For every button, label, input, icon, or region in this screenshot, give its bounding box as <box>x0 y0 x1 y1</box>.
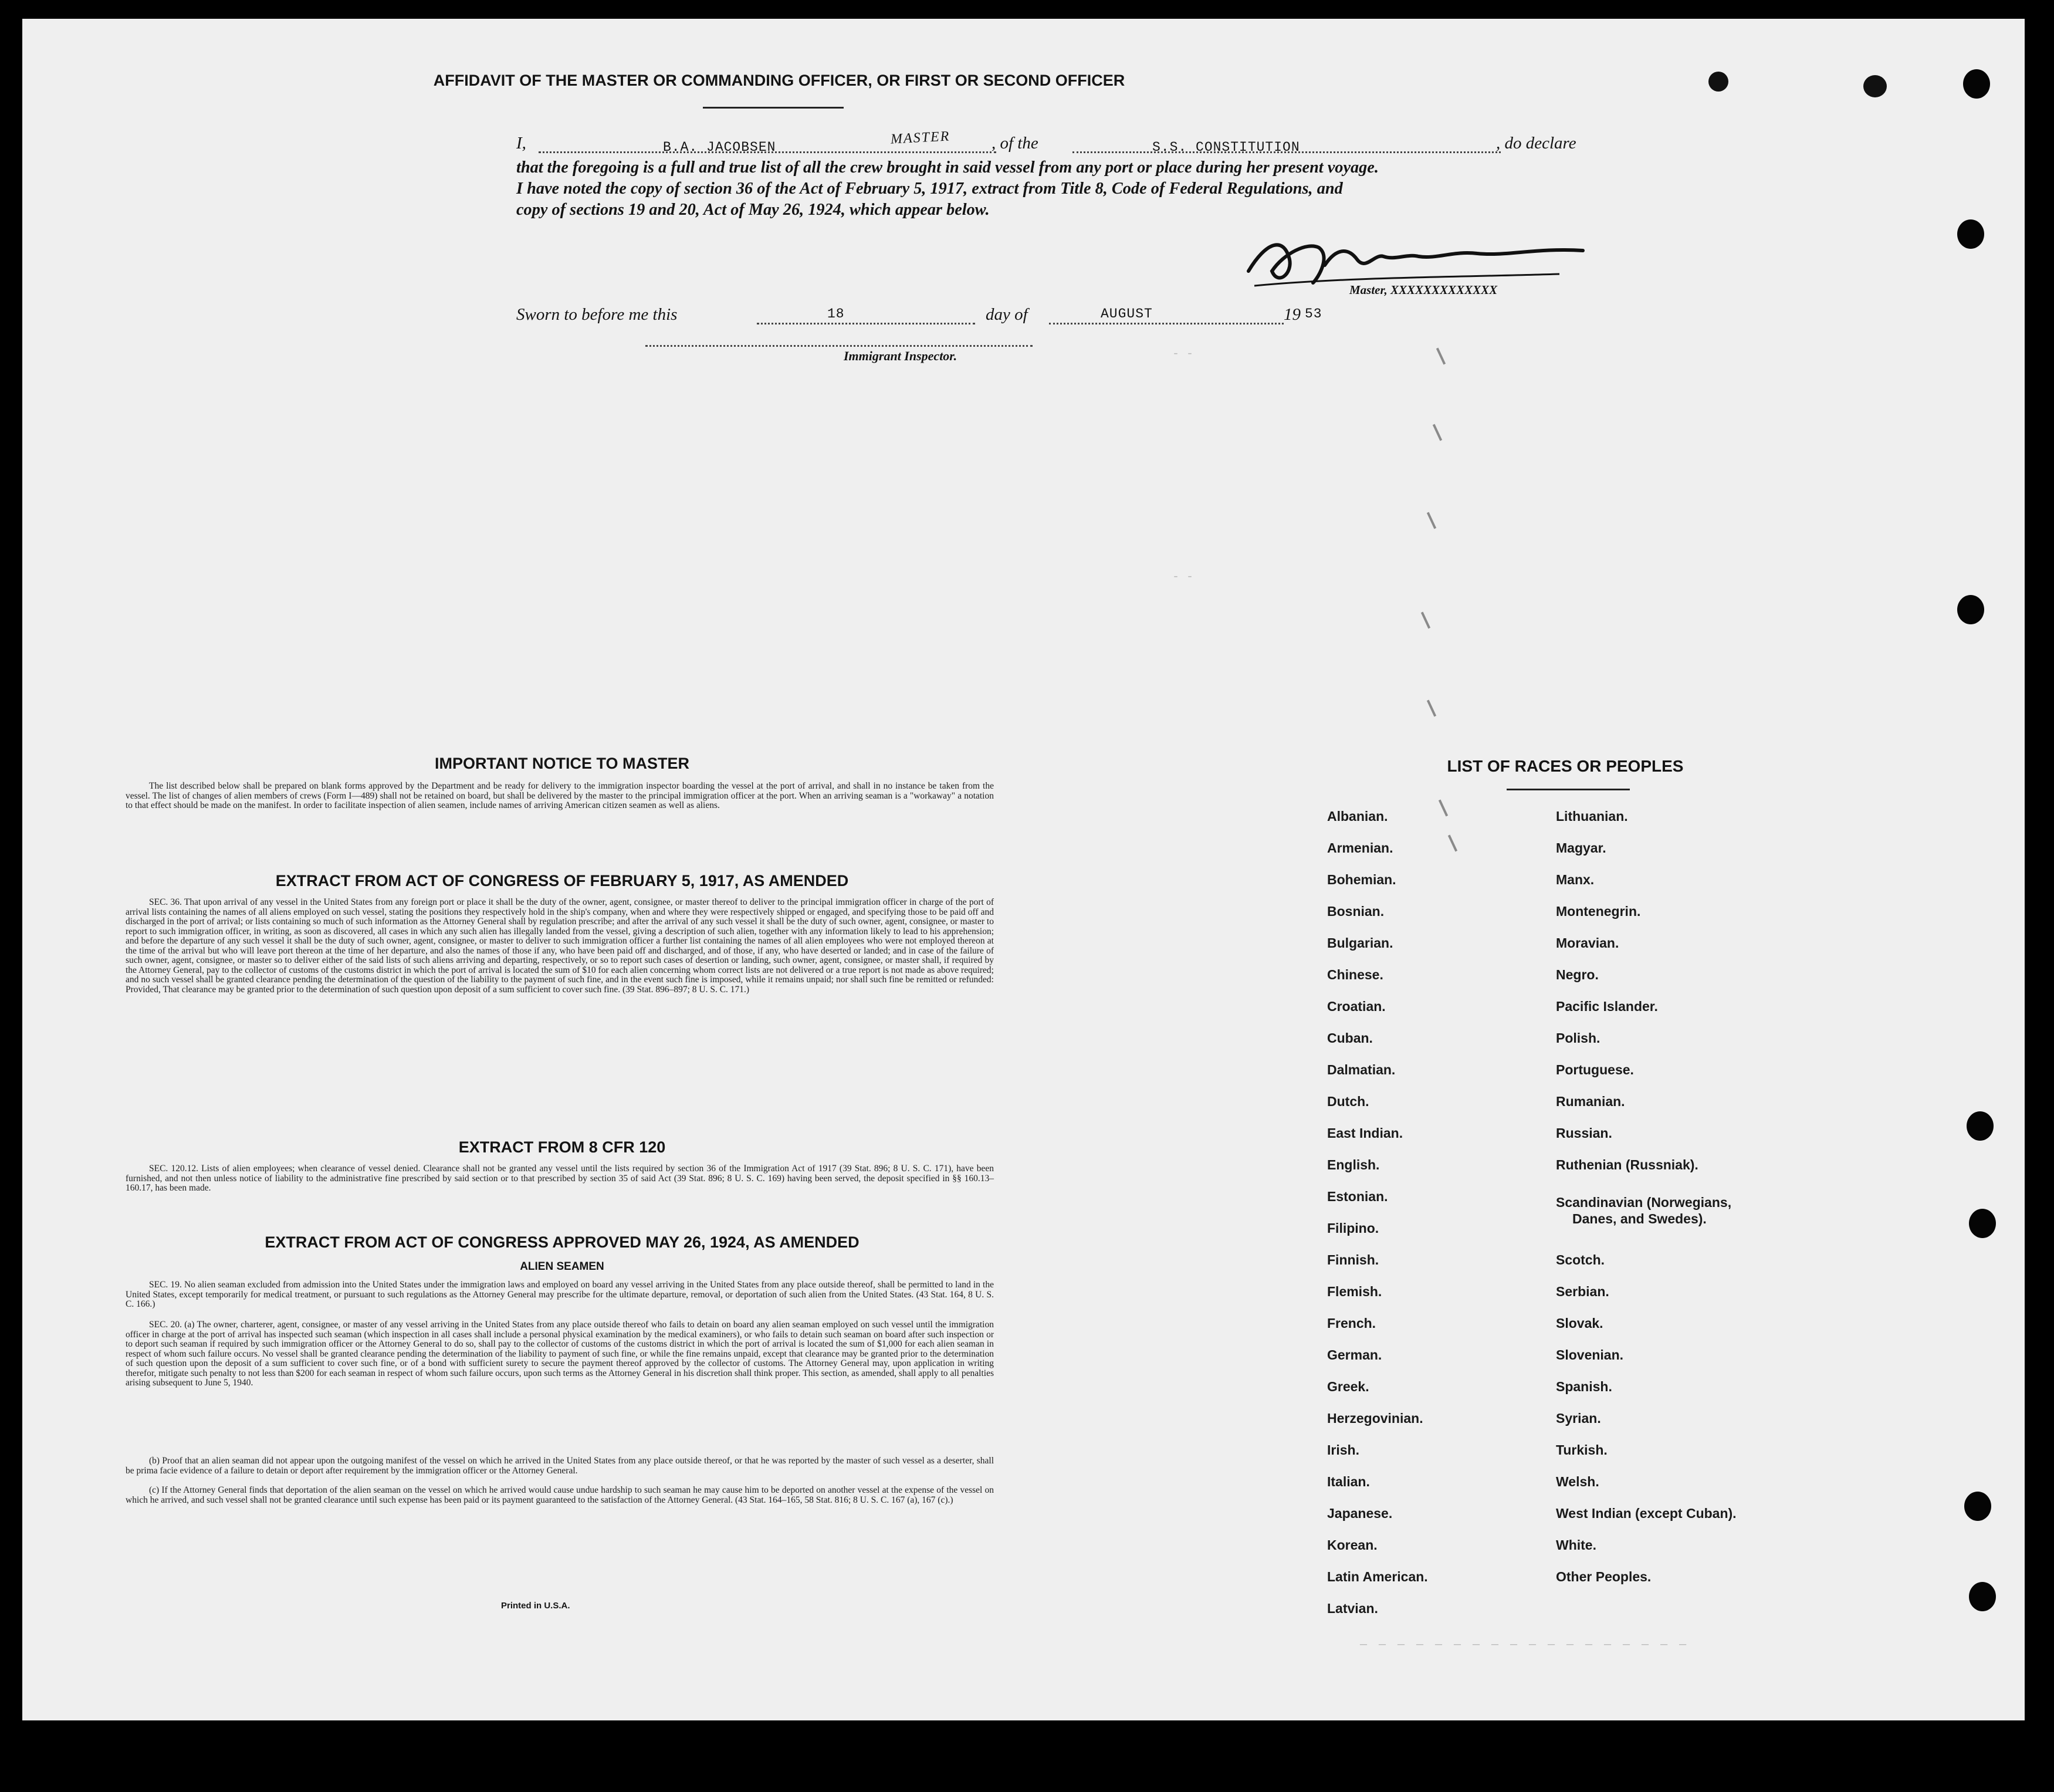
bleed-through: - - <box>1172 347 1194 361</box>
race-right-item: Turkish. <box>1556 1442 1608 1458</box>
extract1917-title: EXTRACT FROM ACT OF CONGRESS OF FEBRUARY 5, 1917, AS AMENDED <box>275 872 849 890</box>
race-right-item: White. <box>1556 1537 1596 1553</box>
sworn-month: AUGUST <box>1101 306 1153 322</box>
sworn-year: 53 <box>1305 306 1322 322</box>
race-right-item: Ruthenian (Russniak). <box>1556 1157 1698 1172</box>
race-left-item: Armenian. <box>1327 840 1393 856</box>
race-left-item: Bohemian. <box>1327 872 1396 887</box>
race-right-item: Scandinavian (Norwegians, <box>1556 1195 1732 1210</box>
race-right-item: Serbian. <box>1556 1284 1609 1299</box>
i-label: I, <box>516 134 526 153</box>
extract1924-subtitle: ALIEN SEAMEN <box>520 1260 604 1273</box>
race-left-item: Cuban. <box>1327 1030 1373 1046</box>
bleed-tick <box>1448 835 1457 852</box>
race-right-item: Spanish. <box>1556 1379 1612 1394</box>
document-page <box>22 19 2025 1720</box>
sec19-text: SEC. 19. No alien seaman excluded from admission into the United States under the immigration laws and employed on board any vessel arriving in the United States from any place outside thereof, shall be permitted to land in the United States, except temporarily for medical treatment, or pursuant to such regulations as the Attorney General may prescribe for the ultimate departure, removal, or deportation of such alien from the United States. (43 Stat. 164, 8 U. S. C. 166.) <box>126 1280 994 1309</box>
page-mark <box>1708 72 1728 92</box>
race-right-item: Montenegrin. <box>1556 904 1641 919</box>
race-right-item: Polish. <box>1556 1030 1600 1046</box>
sworn-day: 18 <box>827 306 845 322</box>
race-left-item: Bulgarian. <box>1327 935 1393 951</box>
sec20b-text: (b) Proof that an alien seaman did not appear upon the outgoing manifest of the vessel on which he arrived in the United States from any place outside thereof, or that he was reported by the master of such vessel as a deserter, shall be prima facie evidence of a failure to detain or deport after requirement by the immigration officer or the Attorney General. <box>126 1456 994 1476</box>
race-right-item: Rumanian. <box>1556 1094 1625 1109</box>
punch-hole <box>1957 595 1984 624</box>
race-right-item: Danes, and Swedes). <box>1572 1211 1707 1226</box>
race-right-item: Scotch. <box>1556 1252 1605 1267</box>
race-right-item: Slovak. <box>1556 1316 1603 1331</box>
race-right-item: West Indian (except Cuban). <box>1556 1506 1737 1521</box>
extract1924-title: EXTRACT FROM ACT OF CONGRESS APPROVED MAY 26, 1924, AS AMENDED <box>265 1233 860 1251</box>
bleed-tick <box>1433 424 1442 441</box>
bleed-tick <box>1439 800 1448 817</box>
affidavit-body-2: I have noted the copy of section 36 of the Act of February 5, 1917, extract from Title 8, Code of Federal Regulations, and <box>516 180 1343 198</box>
punch-hole <box>1969 1209 1996 1238</box>
punch-hole <box>1967 1111 1994 1141</box>
bleed-tick <box>1421 612 1430 629</box>
extract1917-text: SEC. 36. That upon arrival of any vessel in the United States from any foreign port or place it shall be the duty of the owner, agent, consignee, or master thereof to deliver to the principal immigration officer in charge of the port of arrival lists containing the names of all aliens employed on such vessel, stating the positions they respectively hold in the ship's company, when and where they were respectively shipped or engaged, and specifying those to be paid off and discharged in the port of arrival; or lists containing so much of such information as the Attorney General shall by regulation prescribe; and after the arrival of any such vessel it shall be the duty of such owner, agent, consignee, or master to report to such immigration officer, in writing, as soon as discovered, all cases in which any such alien has illegally landed from the vessel, giving a description of such alien, together with any information likely to lead to his apprehension; and before the departure of any such vessel it shall be the duty of such owner, agent, consignee, or master to deliver to such immigration officer a further list containing the names of all alien employees who were not employed thereon at the time of the arrival but who will leave port thereon at the time of her departure, and also the names of those if any, who have been paid off and discharged, and of those, if any, who have deserted or landed; and in case of the failure of such owner, agent, consignee, or master so to deliver either of the said lists of such aliens arriving and departing, respectively, or so to report such cases of desertion or landing, such owner, agent, consignee, or master shall, if required by the Attorney General, pay to the collector of customs of the customs district in which the port of arrival is located the sum of $10 for each alien concerning whom correct lists are not delivered or a true report is not made as above required; and no such vessel shall be granted clearance pending the determination of the question of the liability to the payment of such fine, and in the event such fine is imposed, while it remains unpaid; nor shall such fine be remitted or refunded: Provided, That clearance may be granted prior to the determination of such question upon deposit of a sum sufficient to cover such fine. (39 Stat. 896–897; 8 U. S. C. 171.) <box>126 897 994 995</box>
sec20c-text: (c) If the Attorney General finds that deportation of the alien seaman on the vessel on which he arrived would cause undue hardship to such seaman he may cause him to be deported on another vessel at the expense of the vessel on which he arrived, and such vessel shall not be granted clearance until such expense has been paid or its payment guaranteed to the satisfaction of the Attorney General. (43 Stat. 164–165, 58 Stat. 816; 8 U. S. C. 167 (a), 167 (c).) <box>126 1485 994 1505</box>
bleed-through: — — — — — — — — — — — — — — — — — — <box>1360 1638 1689 1652</box>
race-left-item: Herzegovinian. <box>1327 1411 1423 1426</box>
inspector-line <box>645 345 1033 347</box>
affidavit-body-1: that the foregoing is a full and true list of all the crew brought in said vessel from any port or place during her present voyage. <box>516 158 1379 177</box>
race-left-item: Latvian. <box>1327 1601 1378 1616</box>
punch-hole <box>1963 69 1990 99</box>
bleed-tick <box>1427 512 1436 529</box>
race-right-item: Syrian. <box>1556 1411 1601 1426</box>
punch-hole <box>1964 1492 1991 1521</box>
day-of-label: day of <box>986 305 1028 324</box>
race-left-item: Flemish. <box>1327 1284 1382 1299</box>
race-left-item: Irish. <box>1327 1442 1359 1458</box>
race-right-item: Russian. <box>1556 1125 1612 1141</box>
sworn-label: Sworn to before me this <box>516 305 678 324</box>
races-title: LIST OF RACES OR PEOPLES <box>1447 757 1684 775</box>
race-right-item: Welsh. <box>1556 1474 1599 1489</box>
race-left-item: Korean. <box>1327 1537 1378 1553</box>
printed-in-usa: Printed in U.S.A. <box>501 1601 570 1611</box>
race-left-item: Chinese. <box>1327 967 1383 982</box>
race-left-item: Japanese. <box>1327 1506 1393 1521</box>
race-left-item: French. <box>1327 1316 1376 1331</box>
declare-label: , do declare <box>1496 134 1576 153</box>
signature-caption: Master, XXXXXXXXXXXXX <box>1349 283 1498 297</box>
race-left-item: Dalmatian. <box>1327 1062 1396 1077</box>
punch-hole <box>1969 1582 1996 1611</box>
bleed-tick <box>1436 348 1446 365</box>
race-right-item: Other Peoples. <box>1556 1569 1652 1584</box>
race-left-item: Italian. <box>1327 1474 1370 1489</box>
extract-cfr-title: EXTRACT FROM 8 CFR 120 <box>458 1138 666 1156</box>
race-left-item: Estonian. <box>1327 1189 1388 1204</box>
race-left-item: Latin American. <box>1327 1569 1428 1584</box>
of-the-label: , of the <box>992 134 1038 153</box>
inspector-caption: Immigrant Inspector. <box>844 349 957 363</box>
race-right-item: Pacific Islander. <box>1556 999 1658 1014</box>
race-left-item: Finnish. <box>1327 1252 1379 1267</box>
notice-text: The list described below shall be prepared on blank forms approved by the Department and be ready for delivery to the immigration inspector boarding the vessel at the port of arrival, and shall in no instance be taken from the vessel. The list of changes of alien members of crews (Form I—489) shall not be retained on board, but shall be delivered by the master to the principal immigration officer at the port. When an arriving seaman is a "workaway" a notation to that effect should be made on the manifest. In order to facilitate inspection of alien seamen, include names of arriving American citizen seamen as well as aliens. <box>126 781 994 810</box>
extract-cfr-text: SEC. 120.12. Lists of alien employees; when clearance of vessel denied. Clearance shall not be granted any vessel until the lists required by section 36 of the Immigration Act of 1917 (39 Stat. 896; 8 U. S. C. 171), have been furnished, and not then unless notice of liability to the administrative fine prescribed by said section or to that prescribed by section 35 of said Act (39 Stat. 896; 8 U. S. C. 169) having been served, the deposit specified in §§ 160.13–160.17, has been made. <box>126 1164 994 1193</box>
title-rule <box>703 107 844 109</box>
race-right-item: Lithuanian. <box>1556 809 1628 824</box>
day-line <box>757 323 975 324</box>
race-right-item: Portuguese. <box>1556 1062 1634 1077</box>
race-right-item: Moravian. <box>1556 935 1619 951</box>
month-line <box>1049 323 1284 324</box>
page-mark <box>1863 75 1887 97</box>
rank-handwritten: MASTER <box>890 129 950 147</box>
race-left-item: Dutch. <box>1327 1094 1369 1109</box>
race-left-item: Bosnian. <box>1327 904 1385 919</box>
race-left-item: English. <box>1327 1157 1380 1172</box>
race-right-item: Magyar. <box>1556 840 1606 856</box>
master-name: B.A. JACOBSEN <box>663 140 776 155</box>
race-left-item: Filipino. <box>1327 1220 1379 1236</box>
race-left-item: German. <box>1327 1347 1382 1362</box>
vessel-name: S.S. CONSTITUTION <box>1152 140 1300 155</box>
race-right-item: Slovenian. <box>1556 1347 1624 1362</box>
race-right-item: Negro. <box>1556 967 1599 982</box>
race-left-item: Albanian. <box>1327 809 1388 824</box>
bleed-through: - - <box>1172 570 1194 584</box>
year-prefix: 19 <box>1284 305 1301 324</box>
punch-hole <box>1957 219 1984 249</box>
bleed-tick <box>1427 700 1436 717</box>
affidavit-title: AFFIDAVIT OF THE MASTER OR COMMANDING OFFICER, OR FIRST OR SECOND OFFICER <box>433 72 1125 89</box>
races-title-rule <box>1507 789 1630 790</box>
sec20a-text: SEC. 20. (a) The owner, charterer, agent, consignee, or master of any vessel arriving in the United States from any place outside thereof who fails to detain on board any alien seaman employed on such vessel until the immigration officer in charge at the port of arrival has inspected such seaman (which inspection in all cases shall include a personal physical examination by the medical examiners), or who fails to detain such seaman on board after such inspection or to deport such seaman if required by such immigration officer or the Attorney General to do so, shall pay to the collector of customs of the customs district in which the port of arrival is located the sum of $1,000 for each alien seaman in respect of whom such failure occurs. No vessel shall be granted clearance pending the determination of the liability to payment of such fine, or while the fine remains unpaid, except that clearance may be granted prior to the determination of such question upon the deposit of a sum sufficient to cover such fine, or of a bond with sufficient surety to secure the payment thereof approved by the collector of customs. The Attorney General may, upon application in writing therefor, mitigate such penalty to not less than $200 for each seaman in respect of whom such failure occurs, upon such terms as the Attorney General in his discretion shall think proper. This section, as amended, shall apply to all penalties arising subsequent to June 5, 1940. <box>126 1320 994 1388</box>
race-left-item: Croatian. <box>1327 999 1386 1014</box>
affidavit-body-3: copy of sections 19 and 20, Act of May 26, 1924, which appear below. <box>516 201 990 219</box>
notice-title: IMPORTANT NOTICE TO MASTER <box>435 755 689 772</box>
race-left-item: East Indian. <box>1327 1125 1403 1141</box>
race-right-item: Manx. <box>1556 872 1595 887</box>
race-left-item: Greek. <box>1327 1379 1369 1394</box>
